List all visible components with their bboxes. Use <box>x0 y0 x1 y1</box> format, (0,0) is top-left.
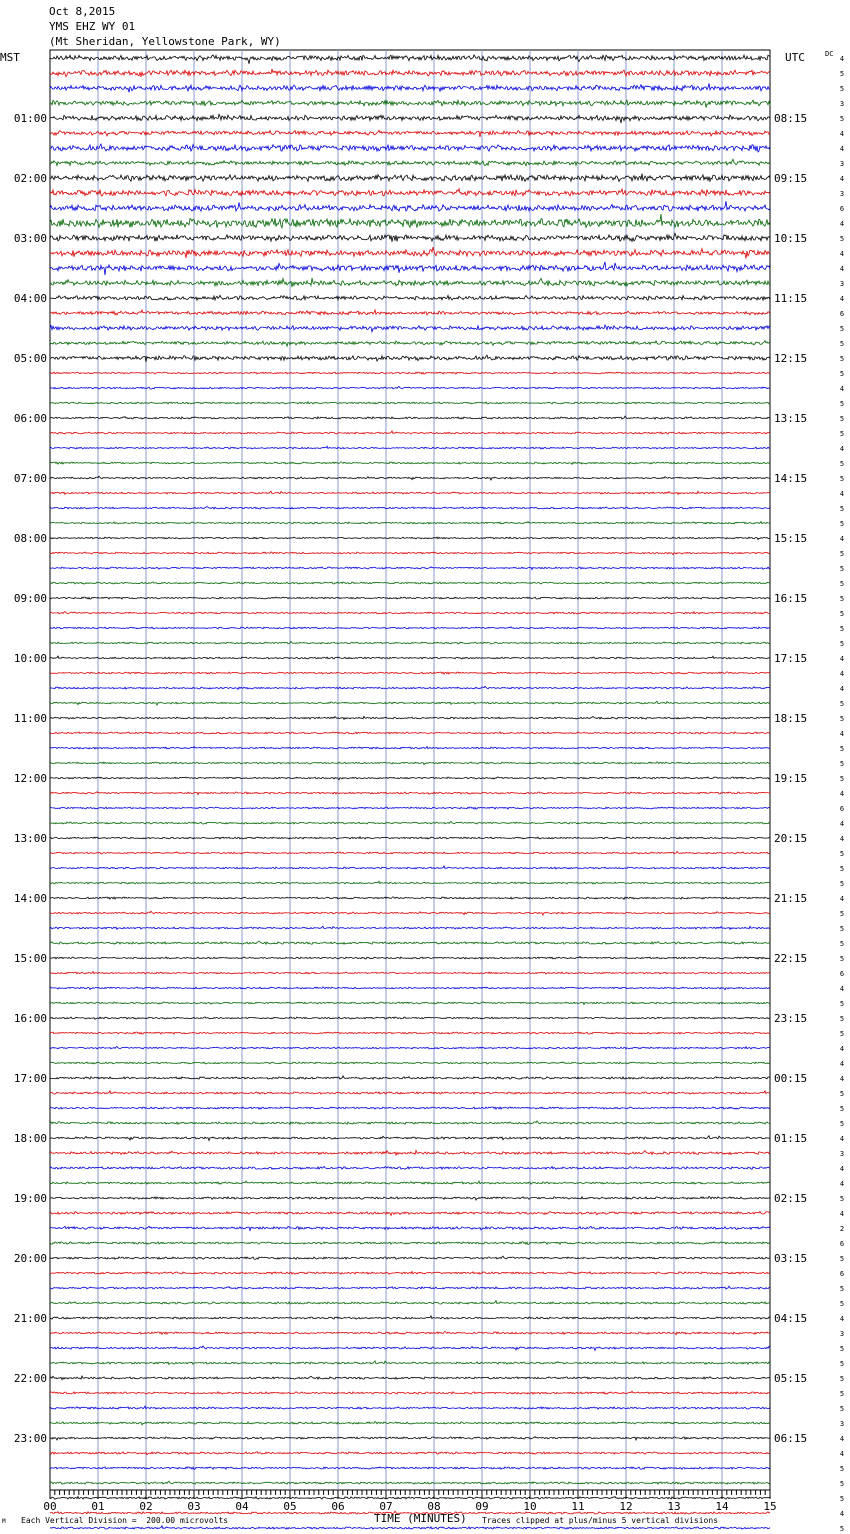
x-tick-label: 05 <box>283 1500 297 1513</box>
dc-value-label: 4 <box>839 655 845 663</box>
dc-value-label: 5 <box>839 430 845 438</box>
seismic-trace <box>50 55 770 64</box>
dc-value-label: 4 <box>839 685 845 693</box>
left-hour-label: 12:00 <box>13 772 47 785</box>
right-hour-label: 19:15 <box>774 772 808 785</box>
dc-value-label: 4 <box>839 1450 845 1458</box>
dc-value-label: 5 <box>839 865 845 873</box>
seismic-trace <box>50 926 770 929</box>
seismic-trace <box>50 1121 770 1125</box>
left-hour-label: 01:00 <box>13 112 47 125</box>
seismic-trace <box>50 416 770 419</box>
seismic-trace <box>50 1301 770 1304</box>
right-hour-label: 20:15 <box>774 832 808 845</box>
seismic-trace <box>50 611 770 614</box>
right-hour-label: 02:15 <box>774 1192 808 1205</box>
seismic-trace <box>50 567 770 570</box>
dc-value-label: 4 <box>839 145 845 153</box>
right-hour-label: 22:15 <box>774 952 808 965</box>
seismic-trace <box>50 507 770 510</box>
seismic-trace <box>50 897 770 900</box>
seismic-trace <box>50 762 770 765</box>
x-tick-label: 09 <box>475 1500 489 1513</box>
dc-value-label: 6 <box>839 205 845 213</box>
dc-value-label: 3 <box>839 100 845 108</box>
dc-value-label: 5 <box>839 460 845 468</box>
dc-value-label: 4 <box>839 1135 845 1143</box>
seismic-trace <box>50 537 770 539</box>
seismic-trace <box>50 372 770 374</box>
dc-value-label: 5 <box>839 1300 845 1308</box>
left-hour-label: 10:00 <box>13 652 47 665</box>
right-hour-label: 14:15 <box>774 472 808 485</box>
footer-division-note: Each Vertical Division = 200.00 microvolts <box>21 1516 229 1525</box>
x-tick-label: 15 <box>763 1500 777 1513</box>
seismic-trace <box>50 476 770 480</box>
dc-value-label: 4 <box>839 385 845 393</box>
left-hour-label: 18:00 <box>13 1132 47 1145</box>
seismic-trace <box>50 446 770 449</box>
seismic-trace <box>50 174 770 182</box>
dc-value-label: 5 <box>839 910 845 918</box>
dc-value-label: 5 <box>839 1375 845 1383</box>
right-hour-label: 10:15 <box>774 232 808 245</box>
x-tick-label: 11 <box>571 1500 585 1513</box>
x-tick-label: 07 <box>379 1500 393 1513</box>
dc-value-label: 5 <box>839 925 845 933</box>
left-hour-label: 22:00 <box>13 1372 47 1385</box>
x-tick-label: 13 <box>667 1500 681 1513</box>
dc-value-label: 4 <box>839 130 845 138</box>
dc-value-label: 4 <box>839 295 845 303</box>
dc-value-label: 4 <box>839 790 845 798</box>
dc-value-label: 5 <box>839 325 845 333</box>
left-hour-label: 16:00 <box>13 1012 47 1025</box>
dc-value-label: 4 <box>839 1315 845 1323</box>
left-hour-label: 17:00 <box>13 1072 47 1085</box>
seismic-trace <box>50 821 770 824</box>
dc-value-label: 3 <box>839 190 845 198</box>
seismic-trace <box>50 1526 770 1529</box>
seismic-trace <box>50 325 770 332</box>
seismic-trace <box>50 1422 770 1425</box>
right-hour-label: 17:15 <box>774 652 808 665</box>
left-hour-label: 20:00 <box>13 1252 47 1265</box>
dc-value-label: 5 <box>839 1360 845 1368</box>
seismic-trace <box>50 1017 770 1019</box>
seismic-trace <box>50 866 770 869</box>
seismic-trace <box>50 716 770 719</box>
dc-value-label: 4 <box>839 985 845 993</box>
left-hour-label: 19:00 <box>13 1192 47 1205</box>
left-hour-label: 08:00 <box>13 532 47 545</box>
dc-value-label: 4 <box>839 1060 845 1068</box>
dc-value-label: 5 <box>839 640 845 648</box>
seismic-trace <box>50 746 770 749</box>
seismic-trace <box>50 1196 770 1200</box>
right-hour-label: 18:15 <box>774 712 808 725</box>
seismic-trace <box>50 462 770 465</box>
footer-clip-note: Traces clipped at plus/minus 5 vertical divisions <box>482 1516 719 1525</box>
dc-value-label: 5 <box>839 565 845 573</box>
x-tick-label: 06 <box>331 1500 345 1513</box>
seismic-trace <box>50 1286 770 1289</box>
seismic-trace <box>50 686 770 689</box>
timezone-right-label: UTC <box>785 51 805 64</box>
left-hour-label: 11:00 <box>13 712 47 725</box>
dc-value-label: 4 <box>839 535 845 543</box>
dc-value-label: 5 <box>839 505 845 513</box>
seismic-trace <box>50 1361 770 1365</box>
x-tick-label: 10 <box>523 1500 537 1513</box>
dc-value-label: 5 <box>839 1285 845 1293</box>
right-hour-label: 03:15 <box>774 1252 808 1265</box>
seismic-trace <box>50 214 770 228</box>
seismic-trace <box>50 597 770 599</box>
seismic-trace <box>50 295 770 300</box>
seismic-trace <box>50 1437 770 1440</box>
timezone-left-label: MST <box>0 51 20 64</box>
right-hour-label: 04:15 <box>774 1312 808 1325</box>
seismic-trace <box>50 1316 770 1319</box>
dc-value-label: 5 <box>839 1030 845 1038</box>
seismic-trace <box>50 1062 770 1064</box>
right-hour-label: 15:15 <box>774 532 808 545</box>
seismic-trace <box>50 732 770 734</box>
seismic-trace <box>50 402 770 404</box>
seismic-trace <box>50 911 770 915</box>
dc-value-label: 5 <box>839 1090 845 1098</box>
dc-value-label: 2 <box>839 1225 845 1233</box>
seismic-trace <box>50 1242 770 1245</box>
dc-value-label: 6 <box>839 1240 845 1248</box>
left-hour-label: 07:00 <box>13 472 47 485</box>
dc-value-label: 5 <box>839 880 845 888</box>
dc-value-label: 5 <box>839 115 845 123</box>
dc-value-label: 4 <box>839 1510 845 1518</box>
dc-value-label: 5 <box>839 235 845 243</box>
dc-value-label: 5 <box>839 370 845 378</box>
dc-value-label: 5 <box>839 1390 845 1398</box>
dc-value-label: 6 <box>839 970 845 978</box>
left-hour-label: 05:00 <box>13 352 47 365</box>
dc-value-label: 4 <box>839 820 845 828</box>
dc-value-label: 5 <box>839 1345 845 1353</box>
dc-value-label: 5 <box>839 550 845 558</box>
right-hour-label: 09:15 <box>774 172 808 185</box>
seismic-trace <box>50 881 770 884</box>
dc-value-label: 4 <box>839 895 845 903</box>
right-hour-label: 08:15 <box>774 112 808 125</box>
seismic-trace <box>50 262 770 275</box>
dc-column-label: DC <box>825 50 834 58</box>
seismic-trace <box>50 1346 770 1350</box>
dc-value-label: 5 <box>839 70 845 78</box>
seismic-trace <box>50 201 770 211</box>
seismic-trace <box>50 582 770 584</box>
header-date: Oct 8,2015 <box>49 5 116 18</box>
seismic-trace <box>50 386 770 389</box>
seismic-trace <box>50 1136 770 1141</box>
dc-value-label: 4 <box>839 490 845 498</box>
dc-value-label: 4 <box>839 1045 845 1053</box>
seismic-trace <box>50 1452 770 1455</box>
seismic-trace <box>50 1376 770 1380</box>
seismic-trace <box>50 1046 770 1049</box>
dc-value-label: 5 <box>839 1000 845 1008</box>
dc-value-label: 4 <box>839 1210 845 1218</box>
seismic-trace <box>50 1497 770 1500</box>
seismic-trace <box>50 792 770 795</box>
seismic-trace <box>50 1467 770 1470</box>
left-hour-label: 14:00 <box>13 892 47 905</box>
dc-value-label: 5 <box>839 715 845 723</box>
right-hour-label: 21:15 <box>774 892 808 905</box>
seismic-trace <box>50 777 770 780</box>
left-hour-label: 04:00 <box>13 292 47 305</box>
seismic-trace <box>50 233 770 241</box>
right-hour-label: 13:15 <box>774 412 808 425</box>
dc-value-label: 4 <box>839 670 845 678</box>
seismic-trace <box>50 1076 770 1079</box>
seismic-trace <box>50 1256 770 1259</box>
dc-value-label: 5 <box>839 1465 845 1473</box>
dc-value-label: 5 <box>839 745 845 753</box>
dc-value-label: 5 <box>839 1105 845 1113</box>
right-hour-label: 00:15 <box>774 1072 808 1085</box>
dc-value-label: 3 <box>839 1150 845 1158</box>
seismic-trace <box>50 355 770 362</box>
dc-value-label: 3 <box>839 160 845 168</box>
right-hour-label: 23:15 <box>774 1012 808 1025</box>
seismic-trace <box>50 837 770 839</box>
seismic-trace <box>50 1406 770 1409</box>
right-hour-label: 05:15 <box>774 1372 808 1385</box>
right-hour-label: 11:15 <box>774 292 808 305</box>
seismic-trace <box>50 972 770 974</box>
dc-value-label: 4 <box>839 175 845 183</box>
dc-value-label: 5 <box>839 1480 845 1488</box>
x-axis-title: TIME (MINUTES) <box>374 1512 467 1525</box>
seismic-trace <box>50 1181 770 1184</box>
x-tick-label: 03 <box>187 1500 201 1513</box>
seismic-trace <box>50 552 770 555</box>
dc-value-label: 5 <box>839 355 845 363</box>
seismic-trace <box>50 491 770 494</box>
seismic-trace <box>50 1151 770 1156</box>
seismic-trace <box>50 1032 770 1034</box>
dc-value-label: 5 <box>839 700 845 708</box>
left-hour-label: 15:00 <box>13 952 47 965</box>
seismic-trace <box>50 130 770 137</box>
dc-value-label: 4 <box>839 1180 845 1188</box>
dc-value-label: 4 <box>839 730 845 738</box>
right-hour-label: 16:15 <box>774 592 808 605</box>
seismic-trace <box>50 956 770 959</box>
seismic-trace <box>50 1091 770 1094</box>
dc-value-label: 4 <box>839 835 845 843</box>
seismic-trace <box>50 431 770 434</box>
seismic-trace <box>50 278 770 287</box>
seismic-trace <box>50 247 770 258</box>
seismic-trace <box>50 641 770 644</box>
seismic-trace <box>50 941 770 944</box>
dc-value-label: 5 <box>839 400 845 408</box>
left-hour-label: 09:00 <box>13 592 47 605</box>
seismic-trace <box>50 100 770 108</box>
x-tick-label: 04 <box>235 1500 249 1513</box>
seismic-trace <box>50 159 770 165</box>
dc-value-label: 5 <box>839 85 845 93</box>
dc-value-label: 5 <box>839 1525 845 1533</box>
dc-value-label: 6 <box>839 1270 845 1278</box>
seismic-trace <box>50 1331 770 1334</box>
dc-value-label: 5 <box>839 775 845 783</box>
seismic-trace <box>50 1107 770 1109</box>
dc-value-label: 4 <box>839 445 845 453</box>
dc-value-label: 4 <box>839 265 845 273</box>
right-hour-label: 01:15 <box>774 1132 808 1145</box>
dc-value-label: 3 <box>839 1330 845 1338</box>
seismic-trace <box>50 1002 770 1005</box>
seismic-trace <box>50 310 770 315</box>
x-tick-label: 00 <box>43 1500 57 1513</box>
dc-value-label: 5 <box>839 340 845 348</box>
seismic-trace <box>50 1166 770 1169</box>
dc-value-label: 5 <box>839 760 845 768</box>
x-tick-label: 01 <box>91 1500 105 1513</box>
dc-value-label: 5 <box>839 520 845 528</box>
dc-value-label: 5 <box>839 625 845 633</box>
dc-value-label: 4 <box>839 1075 845 1083</box>
seismic-trace <box>50 69 770 77</box>
seismic-trace <box>50 144 770 152</box>
dc-value-label: 5 <box>839 595 845 603</box>
dc-value-label: 5 <box>839 1015 845 1023</box>
header-station: YMS EHZ WY 01 <box>49 20 136 33</box>
dc-value-label: 4 <box>839 250 845 258</box>
dc-value-label: 4 <box>839 55 845 63</box>
seismic-trace <box>50 341 770 347</box>
dc-value-label: 4 <box>839 1435 845 1443</box>
left-hour-label: 23:00 <box>13 1432 47 1445</box>
left-hour-label: 02:00 <box>13 172 47 185</box>
dc-value-label: 5 <box>839 1255 845 1263</box>
dc-value-label: 4 <box>839 220 845 228</box>
x-tick-label: 12 <box>619 1500 633 1513</box>
dc-value-label: 5 <box>839 580 845 588</box>
seismic-trace <box>50 521 770 524</box>
dc-value-label: 5 <box>839 955 845 963</box>
seismic-trace <box>50 656 770 659</box>
seismic-trace <box>50 987 770 990</box>
seismic-trace <box>50 1212 770 1216</box>
dc-value-label: 5 <box>839 1495 845 1503</box>
dc-value-label: 3 <box>839 1420 845 1428</box>
right-hour-label: 06:15 <box>774 1432 808 1445</box>
dc-value-label: 5 <box>839 850 845 858</box>
dc-value-label: 5 <box>839 475 845 483</box>
dc-value-label: 3 <box>839 280 845 288</box>
seismic-trace <box>50 189 770 196</box>
left-hour-label: 13:00 <box>13 832 47 845</box>
seismic-trace <box>50 1391 770 1394</box>
footer-mark: M <box>2 1518 6 1525</box>
dc-value-label: 6 <box>839 805 845 813</box>
header-location: (Mt Sheridan, Yellowstone Park, WY) <box>49 35 281 48</box>
x-tick-label: 08 <box>427 1500 441 1513</box>
seismic-trace <box>50 83 770 92</box>
seismic-trace <box>50 1481 770 1484</box>
dc-value-label: 5 <box>839 940 845 948</box>
seismic-trace <box>50 807 770 809</box>
right-hour-label: 12:15 <box>774 352 808 365</box>
x-tick-label: 14 <box>715 1500 729 1513</box>
seismic-trace <box>50 851 770 854</box>
left-hour-label: 03:00 <box>13 232 47 245</box>
seismic-trace <box>50 701 770 705</box>
dc-value-label: 5 <box>839 1195 845 1203</box>
dc-value-label: 6 <box>839 310 845 318</box>
seismic-trace <box>50 1272 770 1275</box>
seismic-trace <box>50 1226 770 1230</box>
dc-value-label: 5 <box>839 1120 845 1128</box>
left-hour-label: 21:00 <box>13 1312 47 1325</box>
seismic-trace <box>50 627 770 629</box>
dc-value-label: 5 <box>839 610 845 618</box>
left-hour-label: 06:00 <box>13 412 47 425</box>
dc-value-label: 5 <box>839 415 845 423</box>
dc-value-label: 5 <box>839 1405 845 1413</box>
seismic-trace <box>50 114 770 123</box>
x-tick-label: 02 <box>139 1500 153 1513</box>
seismic-trace <box>50 672 770 674</box>
dc-value-label: 4 <box>839 1165 845 1173</box>
